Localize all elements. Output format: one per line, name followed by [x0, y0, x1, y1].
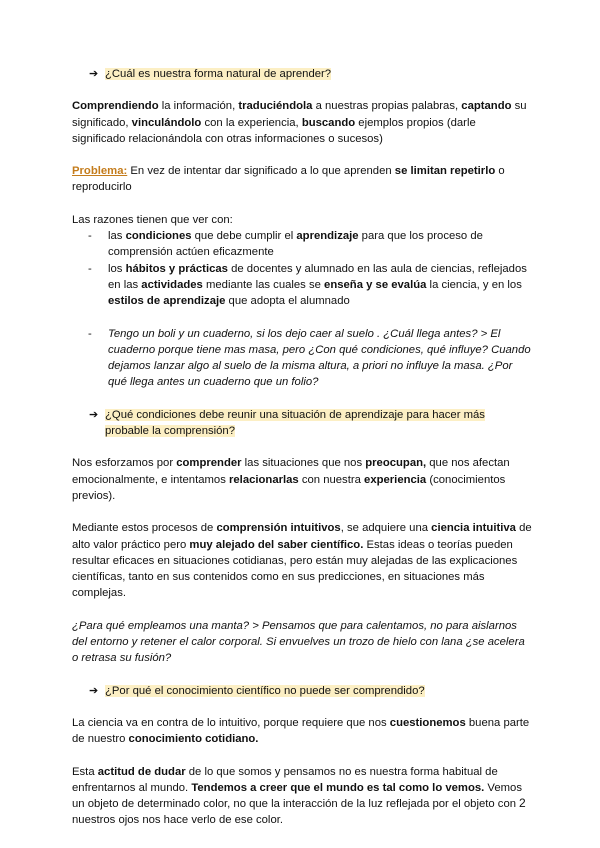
paragraph-esfuerzo: Nos esforzamos por comprender las situaciones que nos preocupan, que nos afectan emocionalmente, e intentamos relacionarlas con nuestra experiencia (conocimientos previos).: [72, 457, 510, 502]
question-3: [89, 683, 532, 699]
list-item: - las condiciones que debe cumplir el aprendizaje para que los proceso de comprensión actúen eficazmente: [88, 230, 483, 259]
paragraph-intuitiva: Mediante estos procesos de comprensión intuitivos, se adquiere una ciencia intuitiva de alto valor práctico pero muy alejado del saber científico. Estas ideas o teorías pueden resultar eficaces en situaciones cotidianas, pero están muy alejadas de las explicaciones científicas, tanto en sus contenidos como en sus predicciones, en situaciones más complejas.: [72, 522, 532, 600]
paragraph-ciencia: La ciencia va en contra de lo intuitivo, porque requiere que nos cuestionemos buena parte de nuestro conocimiento cotidiano.: [72, 716, 530, 746]
page-number: 2: [519, 796, 526, 810]
paragraph-problema: Problema: En vez de intentar dar significado a lo que aprenden se limitan repetirlo o reproducirlo: [72, 165, 505, 194]
razones-intro: Las razones tienen que ver con:: [72, 213, 233, 226]
paragraph-dudar: Esta actitud de dudar de lo que somos y pensamos no es nuestra forma habitual de enfrentarnos al mundo. Tendemos a creer que el mundo es tal como lo vemos. Vemos un objeto de determinado color, no que la interacción de la luz reflejada por el objeto con nuestros ojos nos hace verlo de ese color.: [72, 765, 522, 827]
question-1-text: ¿Cuál es nuestra forma natural de aprender?: [105, 68, 332, 80]
arrow-icon: ➔: [89, 684, 99, 697]
question-2: [89, 407, 532, 440]
paragraph-comprension: Comprendiendo la información, traduciéndola a nuestras propias palabras, captando su significado, vinculándolo con la experiencia, buscando ejemplos propios (darle significado relacionándola con otras informaciones o sucesos): [72, 100, 527, 145]
arrow-icon: ➔: [89, 68, 99, 80]
razones-list: [88, 228, 532, 391]
document-page: [72, 66, 532, 829]
question-3-text: ¿Por qué el conocimiento científico no puede ser comprendido?: [105, 684, 425, 697]
question-1: [89, 66, 532, 82]
problem-label: Problema:: [72, 165, 128, 178]
list-item: - los hábitos y prácticas de docentes y alumnado en las aula de ciencias, reflejados en las actividades mediante las cuales se enseña y se evalúa la ciencia, y en los estilos de aprendizaje que adopta el alumnado: [88, 262, 527, 308]
question-2-text: ¿Qué condiciones debe reunir una situación de aprendizaje para hacer más probable la comprensión?: [105, 408, 485, 438]
list-item: - Tengo un boli y un cuaderno, si los dejo caer al suelo . ¿Cuál llega antes? > El cuaderno porque tiene mas masa, pero ¿Con qué condiciones, qué influye? Cuando dejamos lanzar algo al suelo de la misma altura, a priori no influye la masa. ¿Por qué llega antes un cuaderno que un folio?: [88, 327, 531, 389]
arrow-icon: ➔: [89, 408, 99, 421]
paragraph-manta: ¿Para qué empleamos una manta? > Pensamos que para calentamos, no para aislarnos del entorno y retener el calor corporal. Si envuelves un trozo de hielo con lana ¿se acelera o retrasa su fusión?: [72, 619, 525, 665]
